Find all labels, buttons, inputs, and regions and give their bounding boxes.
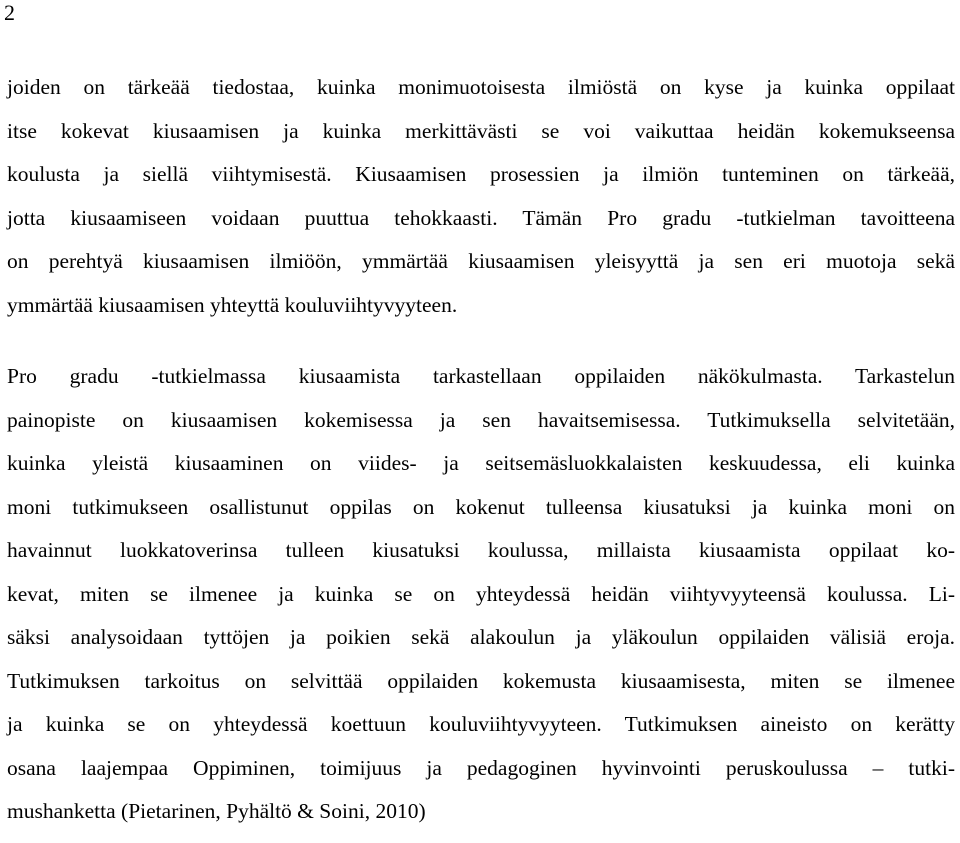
paragraph-2 <box>7 355 955 834</box>
text-line: kuinka yleistä kiusaaminen on viides- ja seitsemäsluokkalaisten keskuudessa, eli kuinka <box>7 451 955 475</box>
text-line: Pro gradu -tutkielmassa kiusaamista tarkastellaan oppilaiden näkökulmasta. Tarkastelun <box>7 364 955 388</box>
text-line: itse kokevat kiusaamisen ja kuinka merkittävästi se voi vaikuttaa heidän kokemukseensa <box>7 118 955 143</box>
text-line: moni tutkimukseen osallistunut oppilas on kokenut tulleensa kiusatuksi ja kuinka moni on <box>7 494 955 519</box>
text-line: ymmärtää kiusaamisen yhteyttä kouluviihtyvyyteen. <box>7 292 458 317</box>
text-line: painopiste on kiusaamisen kokemisessa ja sen havaitsemisessa. Tutkimuksella selvitetään, <box>7 407 955 432</box>
text-line: mushanketta (Pietarinen, Pyhältö & Soini, 2010) <box>7 799 426 823</box>
text-line: ja kuinka se on yhteydessä koettuun kouluviihtyvyyteen. Tutkimuksen aineisto on kerätty <box>7 712 955 736</box>
paragraph-1 <box>7 66 955 327</box>
text-line: on perehtyä kiusaamisen ilmiöön, ymmärtää kiusaamisen yleisyyttä ja sen eri muotoja sekä <box>7 249 955 273</box>
text-line: Tutkimuksen tarkoitus on selvittää oppilaiden kokemusta kiusaamisesta, miten se ilmenee <box>7 668 955 693</box>
text-line: joiden on tärkeää tiedostaa, kuinka monimuotoisesta ilmiöstä on kyse ja kuinka oppilaat <box>7 75 955 99</box>
text-line: kevat, miten se ilmenee ja kuinka se on yhteydessä heidän viihtyvyyteensä koulussa. Li- <box>7 581 955 606</box>
text-line: jotta kiusaamiseen voidaan puuttua tehokkaasti. Tämän Pro gradu -tutkielman tavoitteena <box>7 205 955 230</box>
text-line: havainnut luokkatoverinsa tulleen kiusatuksi koulussa, millaista kiusaamista oppilaat ko- <box>7 538 955 562</box>
text-line: koulusta ja siellä viihtymisestä. Kiusaamisen prosessien ja ilmiön tunteminen on tärkeää, <box>7 162 955 186</box>
page-number: 2 <box>4 0 15 25</box>
text-line: säksi analysoidaan tyttöjen ja poikien sekä alakoulun ja yläkoulun oppilaiden välisiä eroja. <box>7 625 955 649</box>
text-line: osana laajempaa Oppiminen, toimijuus ja pedagoginen hyvinvointi peruskoulussa – tutki- <box>7 755 955 780</box>
